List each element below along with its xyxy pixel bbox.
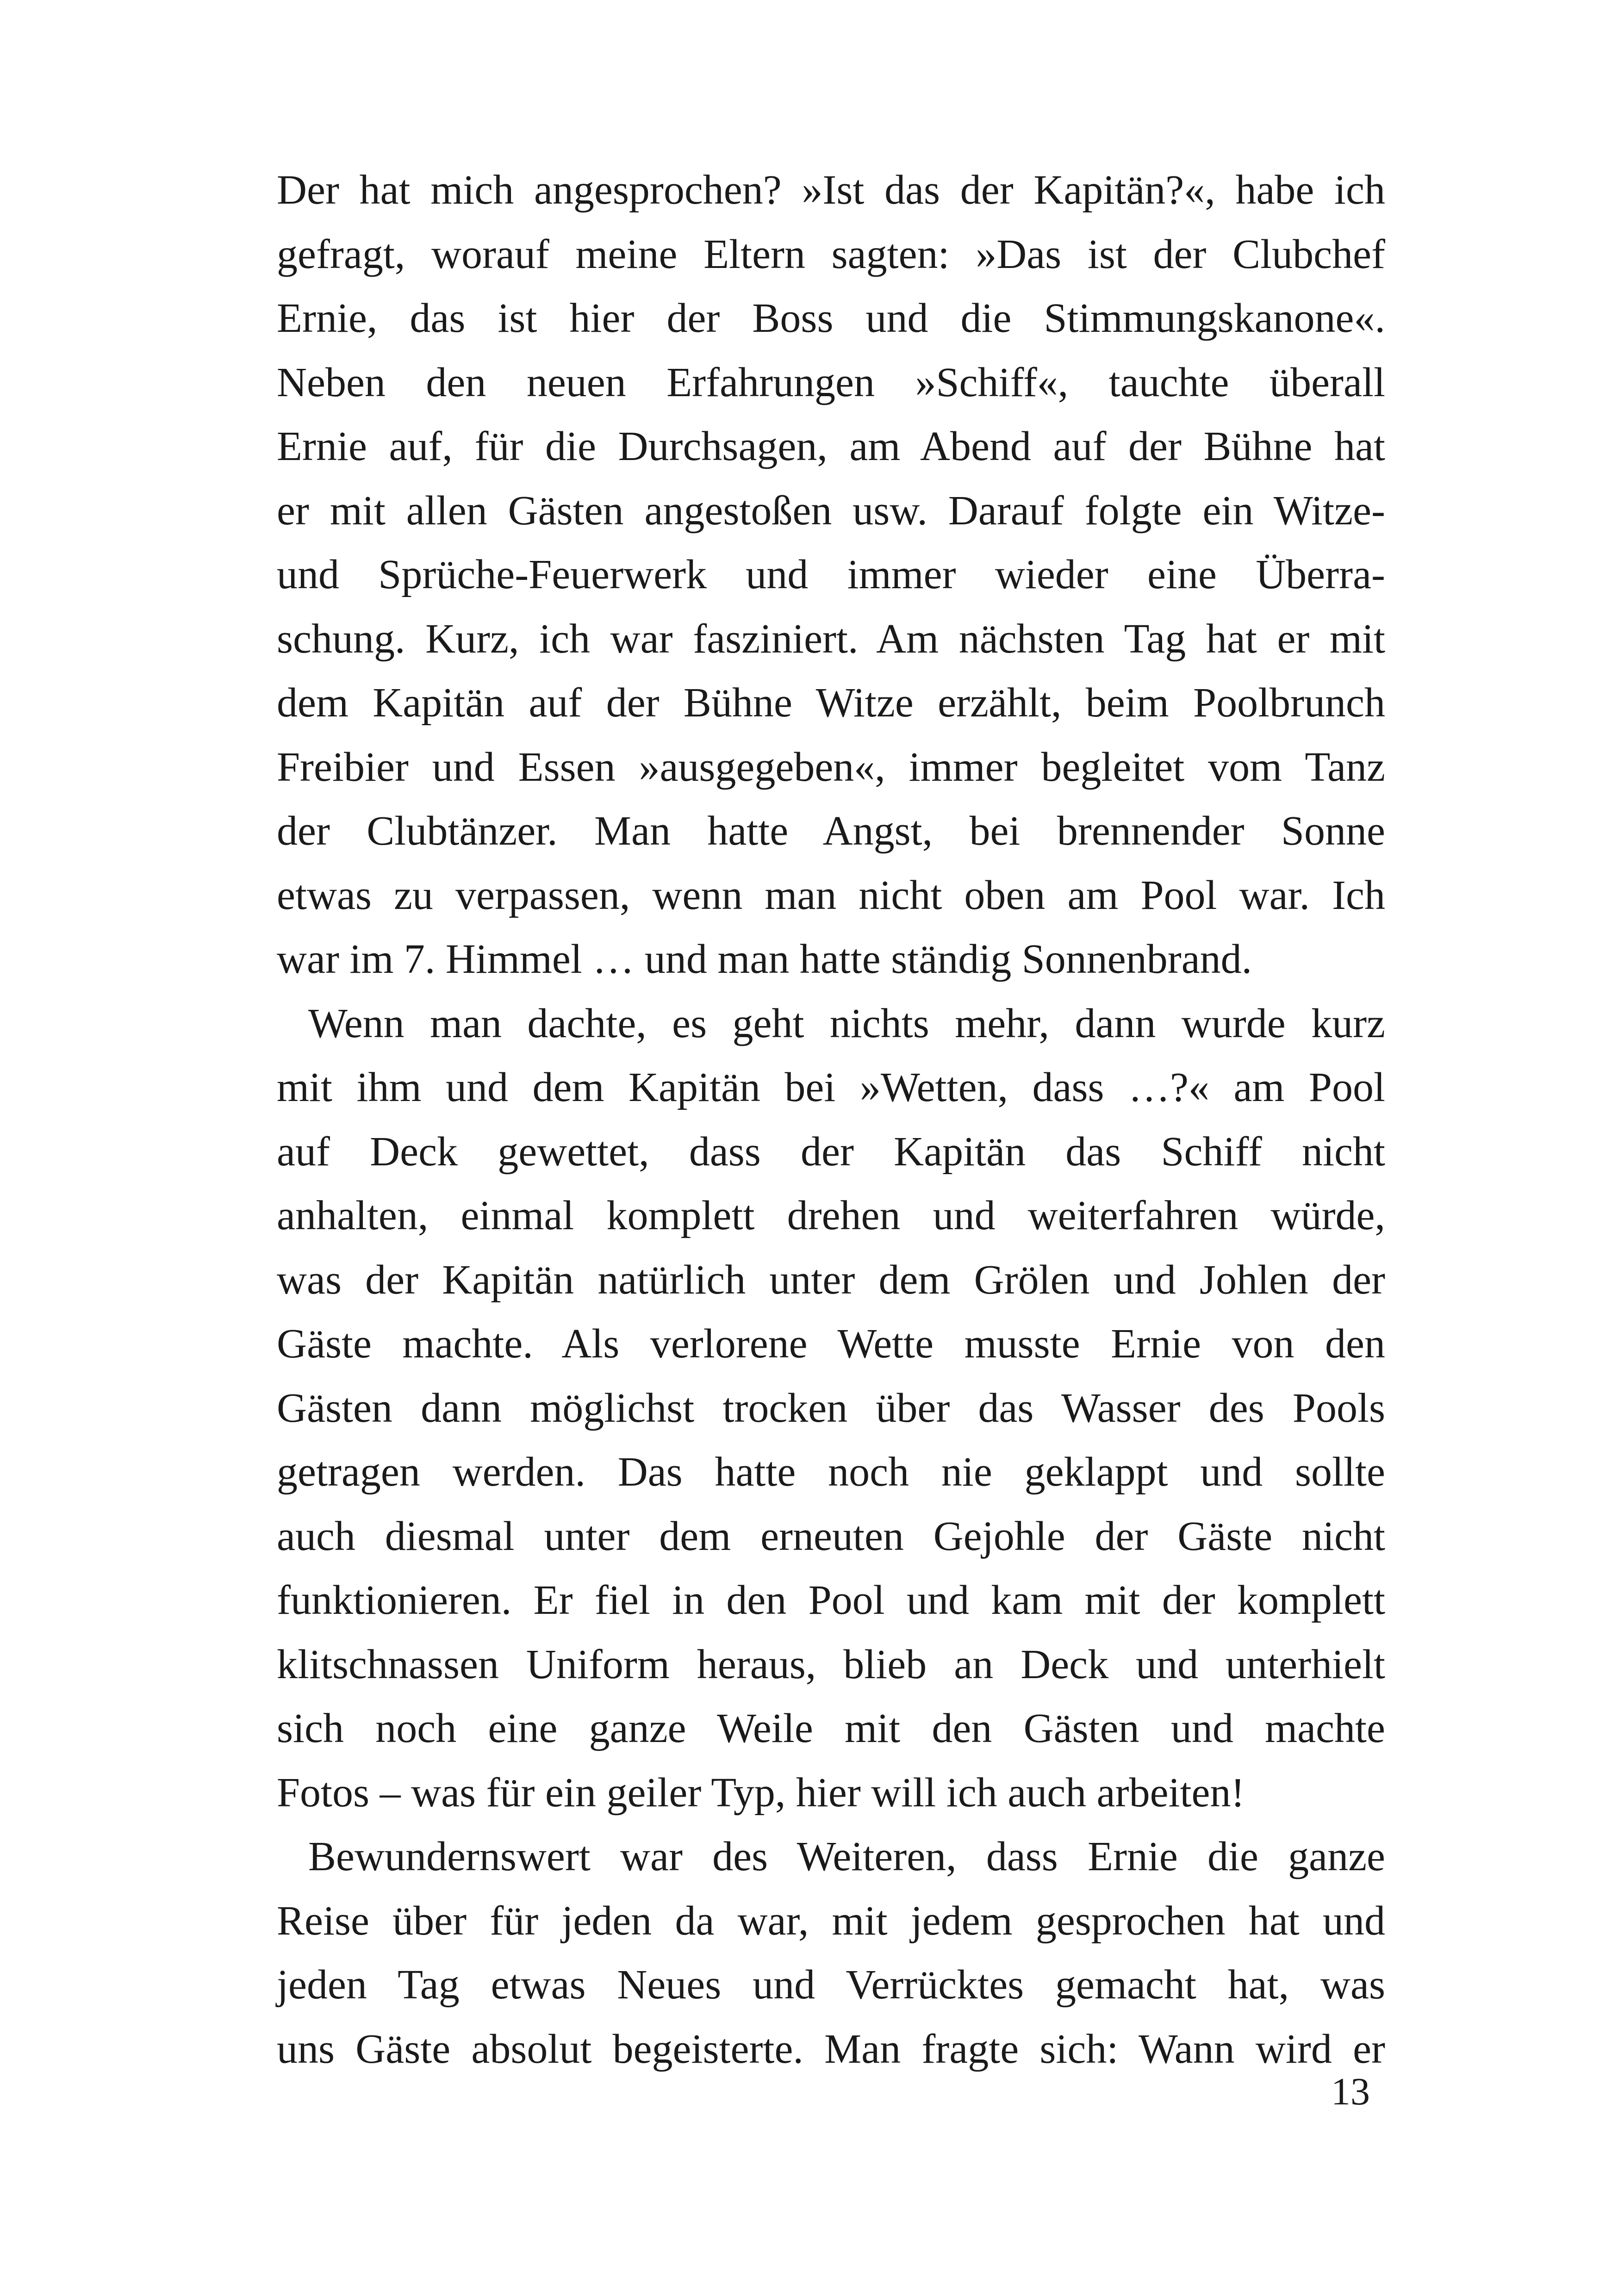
text-line: und Sprüche-Feuerwerk und immer wieder eine Überra- bbox=[277, 552, 1385, 597]
text-line: Freibier und Essen »ausgegeben«, immer begleitet vom Tanz bbox=[277, 744, 1385, 790]
text-line: was der Kapitän natürlich unter dem Grölen und Johlen der bbox=[277, 1257, 1385, 1303]
text-line: uns Gäste absolut begeisterte. Man fragte sich: Wann wird er bbox=[277, 2026, 1385, 2072]
text-line: auch diesmal unter dem erneuten Gejohle der Gäste nicht bbox=[277, 1513, 1385, 1559]
text-line: klitschnassen Uniform heraus, blieb an Deck und unterhielt bbox=[277, 1641, 1385, 1687]
text-line: dem Kapitän auf der Bühne Witze erzählt, beim Poolbrunch bbox=[277, 680, 1385, 726]
text-line: Gästen dann möglichst trocken über das Wasser des Pools bbox=[277, 1385, 1385, 1431]
text-line: Bewundernswert war des Weiteren, dass Ernie die ganze bbox=[308, 1834, 1385, 1879]
text-line: funktionieren. Er fiel in den Pool und kam mit der komplett bbox=[277, 1577, 1385, 1623]
text-line: Reise über für jeden da war, mit jedem gesprochen hat und bbox=[277, 1898, 1385, 1944]
paragraph-2 bbox=[277, 992, 1385, 1825]
body-text bbox=[277, 158, 1385, 2081]
text-line: Neben den neuen Erfahrungen »Schiff«, tauchte überall bbox=[277, 359, 1385, 405]
text-line: schung. Kurz, ich war fasziniert. Am nächsten Tag hat er mit bbox=[277, 616, 1385, 662]
paragraph-3 bbox=[277, 1825, 1385, 2081]
page-number: 13 bbox=[1331, 2070, 1370, 2113]
text-line: der Clubtänzer. Man hatte Angst, bei brennender Sonne bbox=[277, 808, 1385, 854]
text-line: sich noch eine ganze Weile mit den Gästen und machte bbox=[277, 1705, 1385, 1751]
text-line: er mit allen Gästen angestoßen usw. Darauf folgte ein Witze- bbox=[277, 487, 1385, 534]
text-line: Fotos – was für ein geiler Typ, hier will ich auch arbeiten! bbox=[277, 1769, 1245, 1816]
text-line: jeden Tag etwas Neues und Verrücktes gemacht hat, was bbox=[277, 1962, 1385, 2008]
text-line: getragen werden. Das hatte noch nie geklappt und sollte bbox=[277, 1449, 1385, 1495]
text-line: Wenn man dachte, es geht nichts mehr, dann wurde kurz bbox=[308, 1000, 1385, 1046]
text-line: Gäste machte. Als verlorene Wette musste Ernie von den bbox=[277, 1321, 1385, 1367]
paragraph-1 bbox=[277, 158, 1385, 992]
text-line: Ernie auf, für die Durchsagen, am Abend auf der Bühne hat bbox=[277, 423, 1385, 469]
text-line: gefragt, worauf meine Eltern sagten: »Das ist der Clubchef bbox=[277, 231, 1385, 277]
text-line: war im 7. Himmel … und man hatte ständig Sonnenbrand. bbox=[277, 936, 1252, 982]
text-line: Der hat mich angesprochen? »Ist das der Kapitän?«, habe ich bbox=[277, 167, 1385, 213]
text-line: Ernie, das ist hier der Boss und die Stimmungskanone«. bbox=[277, 295, 1385, 341]
text-line: auf Deck gewettet, dass der Kapitän das Schiff nicht bbox=[277, 1128, 1385, 1175]
text-line: anhalten, einmal komplett drehen und weiterfahren würde, bbox=[277, 1193, 1385, 1238]
text-line: mit ihm und dem Kapitän bei »Wetten, dass …?« am Pool bbox=[277, 1064, 1385, 1110]
text-line: etwas zu verpassen, wenn man nicht oben am Pool war. Ich bbox=[277, 872, 1385, 918]
